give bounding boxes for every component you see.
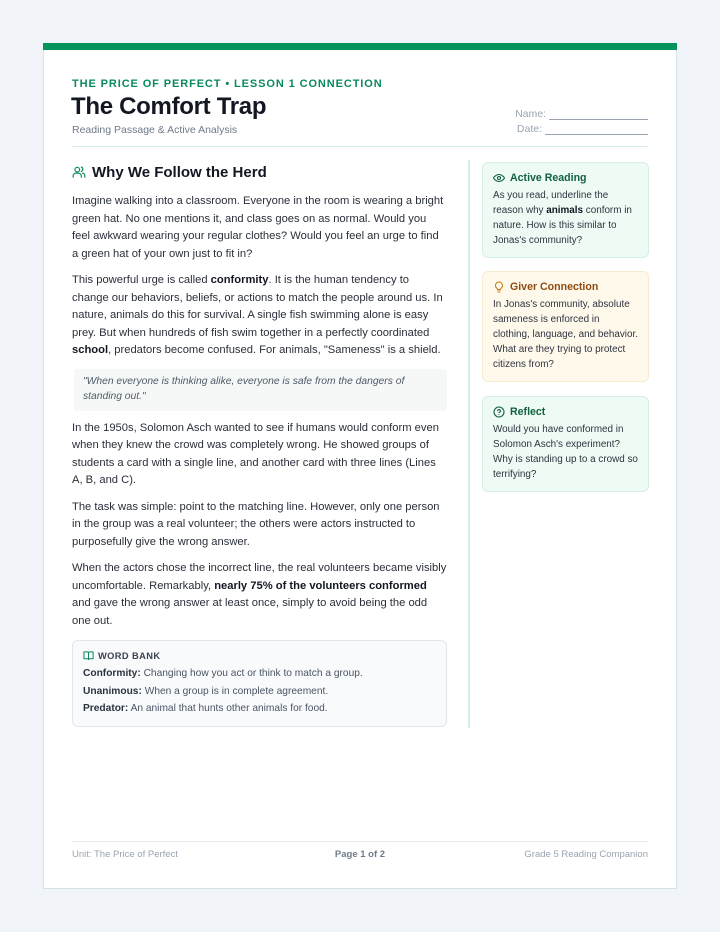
footer-page-number: Page 1 of 2 bbox=[334, 849, 386, 860]
word-bank-item: Predator: An animal that hunts other animals for food. bbox=[83, 703, 328, 714]
pull-quote: "When everyone is thinking alike, everyone is safe from the dangers of standing out." bbox=[74, 369, 447, 411]
term-conformity: conformity bbox=[210, 274, 269, 286]
term-school: school bbox=[72, 344, 109, 356]
reflect-text: Would you have conformed in Solomon Asch's experiment? Why is standing up to a crowd so terrifying? bbox=[493, 424, 638, 480]
lightbulb-icon bbox=[493, 281, 505, 293]
giver-connection-text: In Jonas's community, absolute sameness is enforced in clothing, language, and behavior. What are they trying to protect citizens from? bbox=[493, 299, 638, 370]
word-bank-item: Unanimous: When a group is in complete agreement. bbox=[83, 685, 329, 697]
section-title: Why We Follow the Herd bbox=[92, 163, 267, 181]
header-divider bbox=[72, 146, 648, 147]
active-reading-card bbox=[482, 162, 649, 258]
word-bank-item: Conformity: Changing how you act or think to match a group. bbox=[83, 668, 363, 679]
active-reading-text: As you read, underline the reason why animals conform in nature. How is this similar to Jonas's community? bbox=[493, 190, 632, 246]
word-bank bbox=[72, 640, 447, 727]
date-label: Date: bbox=[516, 123, 542, 135]
paragraph-4: The task was simple: point to the matching line. However, only one person in the group was a real volunteer; the others were actors instructed to purposefully give the wrong answer. bbox=[72, 500, 440, 548]
reflect-card bbox=[482, 396, 649, 492]
highlight-statistic: nearly 75% of the volunteers conformed bbox=[214, 579, 427, 592]
question-circle-icon bbox=[493, 406, 505, 418]
active-reading-heading: Active Reading bbox=[493, 172, 638, 184]
name-field[interactable] bbox=[515, 108, 648, 120]
page-subtitle: Reading Passage & Active Analysis bbox=[72, 124, 238, 136]
top-accent-bar bbox=[43, 43, 677, 50]
column-divider bbox=[468, 160, 470, 728]
reading-passage bbox=[72, 161, 447, 727]
book-icon bbox=[83, 650, 94, 661]
name-blank-line[interactable] bbox=[549, 110, 648, 120]
word-bank-heading: WORD BANK bbox=[83, 650, 436, 661]
section-heading bbox=[72, 161, 447, 183]
paragraph-5: When the actors chose the incorrect line, the real volunteers became visibly uncomfortable. Remarkably, nearly 75% of the volunteers conformed and gave the wrong answer at least once, simply to avoid being the odd one out. bbox=[72, 562, 447, 627]
date-blank-line[interactable] bbox=[545, 125, 648, 135]
page-title: The Comfort Trap bbox=[71, 93, 267, 120]
paragraph-1: Imagine walking into a classroom. Everyone in the room is wearing a bright green hat. No one mentions it, and class goes on as normal. Would you feel awkward wearing your regular clothes? Would you feel an urge to find a green hat of your own just to fit in? bbox=[72, 195, 444, 260]
giver-connection-card bbox=[482, 271, 649, 382]
date-field[interactable] bbox=[517, 123, 648, 135]
users-icon bbox=[72, 165, 86, 179]
worksheet-page bbox=[43, 43, 677, 889]
footer-divider bbox=[72, 841, 648, 842]
lesson-kicker: THE PRICE OF PERFECT • LESSON 1 CONNECTION bbox=[72, 78, 383, 90]
footer-grade: Grade 5 Reading Companion bbox=[524, 849, 648, 860]
footer-unit: Unit: The Price of Perfect bbox=[72, 849, 178, 860]
paragraph-2: This powerful urge is called conformity. It is the human tendency to change our behaviors, beliefs, or actions to match the people around us. In nature, animals do this for survival. A single fish swimming alone is easy prey. But when hundreds of fish swim together in a perfectly coordinated school, predators become confused. For animals, "Sameness" is a shield. bbox=[72, 274, 443, 356]
paragraph-3: In the 1950s, Solomon Asch wanted to see if humans would conform even when they knew the crowd was completely wrong. He showed groups of students a card with a single line, and another card with three lines (Lines A, B, and C). bbox=[72, 421, 439, 486]
eye-icon bbox=[493, 172, 505, 184]
reflect-heading: Reflect bbox=[493, 406, 638, 418]
name-label: Name: bbox=[515, 108, 546, 120]
giver-connection-heading: Giver Connection bbox=[493, 281, 638, 293]
